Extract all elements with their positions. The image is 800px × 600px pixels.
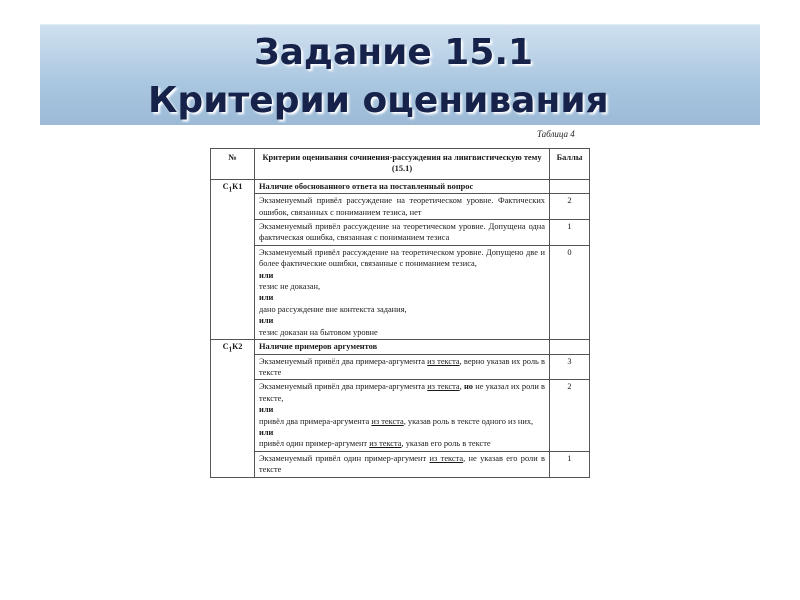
table-row	[211, 451, 590, 477]
criterion-code-k2	[211, 340, 255, 477]
underlined-text: из текста	[427, 382, 460, 392]
score-cell: 3	[550, 354, 590, 380]
table-caption: Таблица 4	[537, 129, 575, 139]
text-part: , верно указав их роль в тексте	[259, 356, 545, 377]
code-suffix: К2	[232, 342, 243, 352]
or-label: или	[259, 405, 274, 415]
code-suffix: К1	[232, 181, 243, 191]
text-part: привёл один пример-аргумент	[259, 439, 370, 449]
criterion-title-k1: Наличие обоснованного ответа на поставленный вопрос	[255, 179, 550, 193]
text-part: Экзаменуемый привёл два примера-аргумента	[259, 382, 428, 392]
code-sub: 1	[228, 345, 233, 354]
empty-score-cell	[550, 340, 590, 354]
criterion-text	[255, 451, 550, 477]
underlined-text: из текста	[429, 453, 464, 463]
text-part: Экзаменуемый привёл рассуждение на теоретическом уровне. Допущено две и более фактические ошибки, связанные с пониманием тезиса,	[259, 247, 545, 269]
table-row	[211, 179, 590, 193]
header-num: №	[211, 149, 255, 180]
table-row	[211, 220, 590, 246]
text-part: Экзаменуемый привёл один пример-аргумент	[259, 453, 430, 463]
criterion-code-k1	[211, 179, 255, 339]
text-part: тезис не доказан,	[259, 282, 321, 292]
code-prefix: С	[222, 181, 229, 191]
underlined-text: из текста	[369, 439, 402, 449]
text-part: Экзаменуемый привёл два примера-аргумента	[259, 356, 428, 366]
or-label: или	[259, 293, 274, 303]
slide-title-line2: Критерии оценивания	[148, 80, 609, 121]
criterion-text	[255, 245, 550, 339]
score-cell: 0	[550, 245, 590, 339]
criterion-text: Экзаменуемый привёл рассуждение на теоретическом уровне. Допущена одна фактическая ошибка, связанная с пониманием тезиса	[255, 220, 550, 246]
table-row	[211, 354, 590, 380]
text-part: ,	[459, 382, 464, 392]
code-sub: 1	[228, 185, 233, 194]
criterion-text	[255, 380, 550, 451]
table-row	[211, 340, 590, 354]
text-part: тезис доказан на бытовом уровне	[259, 327, 378, 337]
bold-text: но	[463, 382, 473, 392]
title-banner	[40, 24, 760, 125]
text-part: , не указав его роли в тексте	[259, 453, 545, 475]
header-criteria: Критерии оценивания сочинения-рассуждения на лингвистическую тему (15.1)	[255, 149, 550, 180]
underlined-text: из текста	[427, 356, 460, 366]
text-part: привёл два примера-аргумента	[259, 416, 372, 426]
criteria-table	[210, 148, 590, 478]
or-label: или	[259, 316, 274, 326]
underlined-text: из текста	[371, 416, 404, 426]
text-part: , указав роль в тексте одного из них,	[403, 416, 534, 426]
header-points: Баллы	[550, 149, 590, 180]
table-row	[211, 245, 590, 339]
or-label: или	[259, 427, 274, 437]
score-cell: 1	[550, 220, 590, 246]
criterion-title-k2: Наличие примеров аргументов	[255, 340, 550, 354]
slide-title-line1: Задание 15.1	[254, 32, 534, 73]
criterion-text: Экзаменуемый привёл рассуждение на теоретическом уровне. Фактических ошибок, связанных с пониманием тезиса, нет	[255, 194, 550, 220]
text-part: дано рассуждение вне контекста задания,	[259, 304, 407, 314]
or-label: или	[259, 270, 274, 280]
criterion-text	[255, 354, 550, 380]
text-part: , указав его роль в тексте	[401, 439, 491, 449]
table-header-row	[211, 149, 590, 180]
code-prefix: С	[222, 342, 229, 352]
score-cell: 2	[550, 380, 590, 451]
score-cell: 1	[550, 451, 590, 477]
text-part: не указал их роли в тексте,	[259, 382, 546, 403]
table-row	[211, 380, 590, 451]
score-cell: 2	[550, 194, 590, 220]
table-row	[211, 194, 590, 220]
empty-score-cell	[550, 179, 590, 193]
